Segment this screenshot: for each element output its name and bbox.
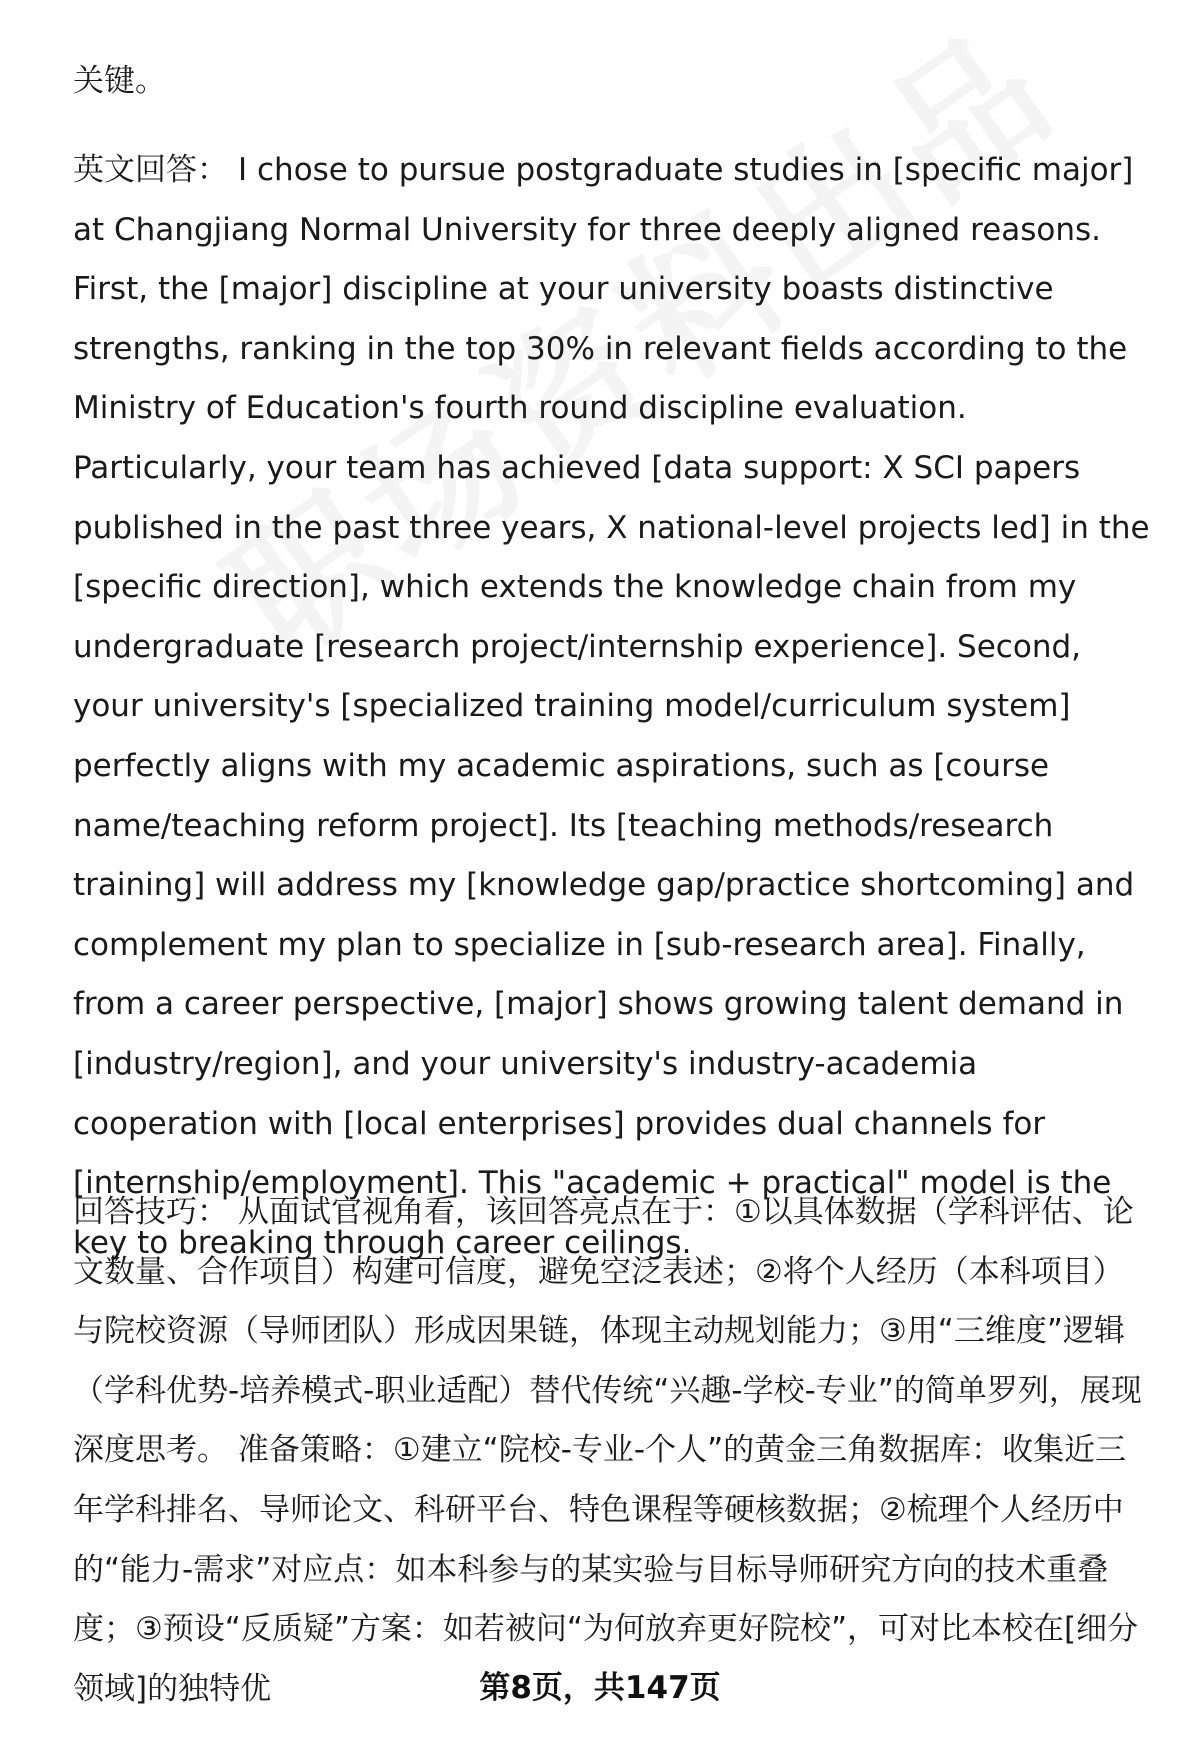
english-answer-paragraph	[73, 141, 1153, 1273]
tips-paragraph	[73, 1183, 1153, 1719]
page-number-footer: 第8页，共147页	[479, 1670, 721, 1706]
intro-tail-paragraph	[73, 52, 1153, 112]
tips-text: 从面试官视角看，该回答亮点在于：①以具体数据（学科评估、论文数量、合作项目）构建可信度，避免空泛表述；②将个人经历（本科项目）与院校资源（导师团队）形成因果链，体现主动规划能力；③用“三维度”逻辑（学科优势-培养模式-职业适配）替代传统“兴趣-学校-专业”的简单罗列，展现深度思考。 准备策略：①建立“院校-专业-个人”的黄金三角数据库：收集近三年学科排名、导师论文、科研平台、特色课程等硬核数据；②梳理个人经历中的“能力-需求”对应点：如本科参与的某实验与目标导师研究方向的技术重叠度；③预设“反质疑”方案：如若被问“为何放弃更好院校”，可对比本校在[细分领域]的独特优	[73, 1194, 1142, 1707]
intro-tail-text: 关键。	[73, 63, 166, 99]
tips-label: 回答技巧：	[73, 1194, 228, 1230]
english-answer-label: 英文回答：	[73, 152, 228, 188]
english-answer-text: I chose to pursue postgraduate studies in [specific major] at Changjiang Normal University for three deeply aligned reasons. First, the [major] discipline at your university boasts distinctive strengths, ranking in the top 30% in relevant fields according to the Ministry of Education's fourth round discipline evaluation. Particularly, your team has achieved [data support: X SCI papers published in the past three years, X national-level projects led] in the [specific direction], which extends the knowledge chain from my undergraduate [research project/internship experience]. Second, your university's [specialized training model/curriculum system] perfectly aligns with my academic aspirations, such as [course name/teaching reform project]. Its [teaching methods/research training] will address my [knowledge gap/practice shortcoming] and complement my plan to specialize in [sub-research area]. Finally, from a career perspective, [major] shows growing talent demand in [industry/region], and your university's industry-academia cooperation with [local enterprises] provides dual channels for [internship/employment]. This "academic + practical" model is the key to breaking through career ceilings.	[73, 152, 1150, 1261]
